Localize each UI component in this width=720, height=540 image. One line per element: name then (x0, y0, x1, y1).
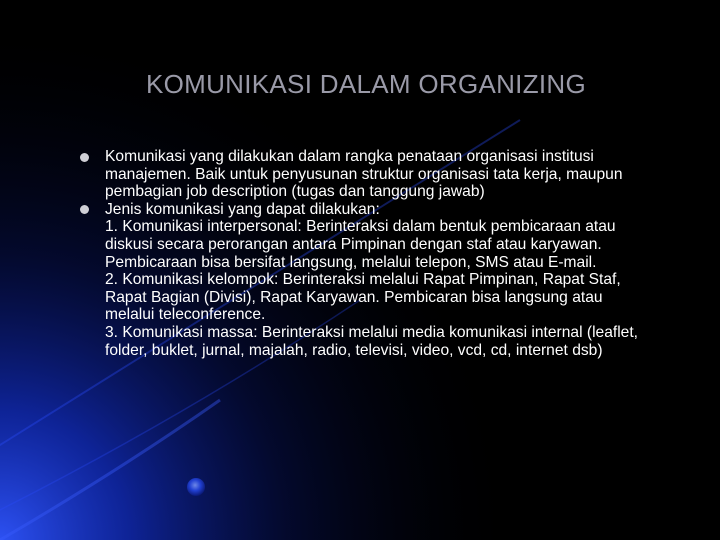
communication-type-mass: 3. Komunikasi massa: Berinteraksi melalui media komunikasi internal (leaflet, folder, buklet, jurnal, majalah, radio, televisi, video, vcd, cd, internet dsb) (105, 323, 639, 359)
bullet-dot-icon (80, 153, 89, 162)
bullet-list (80, 148, 648, 359)
bullet-item (80, 148, 648, 201)
communication-type-group: 2. Komunikasi kelompok: Berinteraksi melalui Rapat Pimpinan, Rapat Staf, Rapat Bagian (Divisi), Rapat Karyawan. Pembicaran bisa langsung atau melalui teleconference. (105, 271, 621, 324)
bullet-text: Jenis komunikasi yang dapat dilakukan: (105, 200, 380, 218)
slide-title: KOMUNIKASI DALAM ORGANIZING (145, 69, 587, 99)
bullet-item (80, 201, 648, 359)
glow-orb (187, 478, 205, 496)
bullet-dot-icon (80, 205, 89, 214)
communication-type-interpersonal: 1. Komunikasi interpersonal: Berinteraksi dalam bentuk pembicaraan atau diskusi secara perorangan antara Pimpinan dengan staf atau karyawan. Pembicaraan bisa bersifat langsung, melalui telepon, SMS atau E-mail. (105, 218, 616, 271)
bullet-text: Komunikasi yang dilakukan dalam rangka penataan organisasi institusi manajemen. Baik untuk penyusunan struktur organisasi tata kerja, maupun pembagian job description (tugas dan tanggung jawab) (105, 148, 623, 201)
